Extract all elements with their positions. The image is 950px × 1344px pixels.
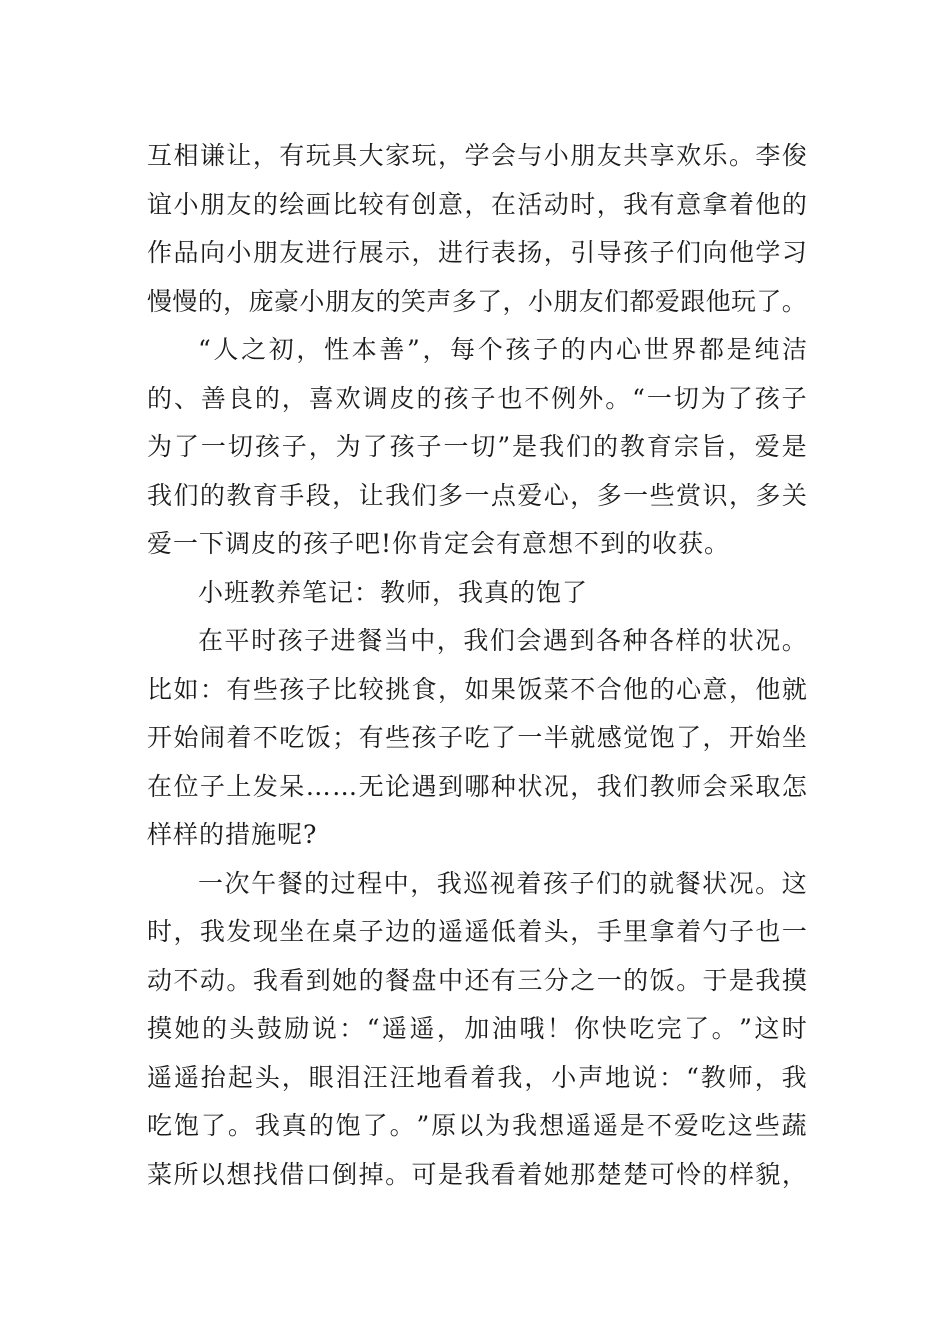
text-line: 一 次 午 餐 的 过 程 中 ， 我 巡 视 着 孩 子 们 的 就 餐 状 况 。 这 bbox=[198, 868, 807, 898]
text-line: 的 、 善 良 的 ， 喜 欢 调 皮 的 孩 子 也 不 例 外 。 “ 一 切 为 了 孩 子 bbox=[147, 383, 807, 413]
text-line: 吃 饱 了 。 我 真 的 饱 了 。 ” 原 以 为 我 想 遥 遥 是 不 爱 吃 这 些 蔬 bbox=[147, 1111, 807, 1140]
text-line: 菜 所 以 想 找 借 口 倒 掉 。 可 是 我 看 着 她 那 楚 楚 可 怜 的 样 貌 ， bbox=[147, 1159, 807, 1189]
text-line: 摸 她 的 头 鼓 励 说 ： “ 遥 遥 ， 加 油 哦 ！ 你 快 吃 完 了 。 ” 这 时 bbox=[147, 1014, 807, 1043]
text-line: 动 不 动 。 我 看 到 她 的 餐 盘 中 还 有 三 分 之 一 的 饭 。 于 是 我 摸 bbox=[147, 965, 807, 995]
text-line: 时 ， 我 发 现 坐 在 桌 子 边 的 遥 遥 低 着 头 ， 手 里 拿 着 勺 子 也 一 bbox=[147, 917, 807, 946]
text-line: 在 位 子 上 发 呆 … … 无 论 遇 到 哪 种 状 况 ， 我 们 教 师 会 采 取 怎 bbox=[147, 771, 807, 801]
text-line: 爱一下调皮的孩子吧!你肯定会有意想不到的收获。 bbox=[147, 529, 731, 558]
text-line: 作 品 向 小 朋 友 进 行 展 示 ， 进 行 表 扬 ， 引 导 孩 子 们 向 他 学 习 bbox=[147, 238, 807, 267]
text-line: 遥 遥 抬 起 头 ， 眼 泪 汪 汪 地 看 着 我 ， 小 声 地 说 ： “ 教 师 ， 我 bbox=[147, 1062, 807, 1092]
text-line: 我 们 的 教 育 手 段 ， 让 我 们 多 一 点 爱 心 ， 多 一 些 赏 识 ， 多 关 bbox=[147, 480, 807, 510]
text-line: “ 人 之 初 ， 性 本 善 ” ， 每 个 孩 子 的 内 心 世 界 都 是 纯 洁 bbox=[198, 335, 807, 364]
text-line: 比 如 ： 有 些 孩 子 比 较 挑 食 ， 如 果 饭 菜 不 合 他 的 心 意 ， 他 就 bbox=[147, 674, 807, 704]
document-body bbox=[147, 132, 807, 1199]
text-line: 互 相 谦 让 ， 有 玩 具 大 家 玩 ， 学 会 与 小 朋 友 共 享 欢 乐 。 李 俊 bbox=[147, 141, 807, 170]
text-line: 在 平 时 孩 子 进 餐 当 中 ， 我 们 会 遇 到 各 种 各 样 的 状 况 。 bbox=[198, 626, 807, 655]
text-line: 为 了 一 切 孩 子 ， 为 了 孩 子 一 切 ” 是 我 们 的 教 育 宗 旨 ， 爱 是 bbox=[147, 432, 807, 461]
text-line: 样样的措施呢? bbox=[147, 820, 318, 849]
text-line: 慢 慢 的 ， 庞 豪 小 朋 友 的 笑 声 多 了 ， 小 朋 友 们 都 爱 跟 他 玩 了 。 bbox=[147, 286, 807, 316]
text-line: 小班教养笔记：教师，我真的饱了 bbox=[198, 577, 589, 607]
text-line: 开 始 闹 着 不 吃 饭 ； 有 些 孩 子 吃 了 一 半 就 感 觉 饱 了 ， 开 始 坐 bbox=[147, 723, 807, 752]
text-line: 谊 小 朋 友 的 绘 画 比 较 有 创 意 ， 在 活 动 时 ， 我 有 意 拿 着 他 的 bbox=[147, 189, 807, 219]
